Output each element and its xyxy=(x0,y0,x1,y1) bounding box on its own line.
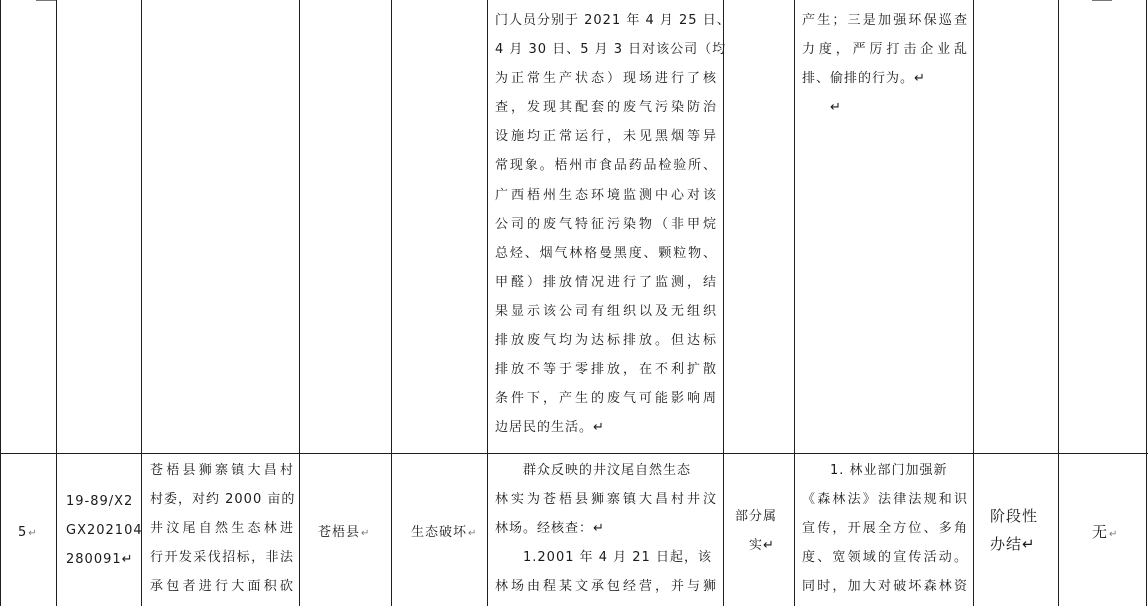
col-border-6 xyxy=(723,0,724,606)
row5-description-cell xyxy=(495,456,717,601)
text-line: 部分属 xyxy=(735,509,778,524)
cell-end-mark: ↵ xyxy=(1109,529,1119,540)
text-line: 苍梧县狮寨镇大昌村 xyxy=(150,463,294,478)
text-line: 村委，对约 2000 亩的 xyxy=(150,492,296,508)
text-line: 群众反映的井汶尾自然生态 xyxy=(523,463,692,478)
row5-accountability-cell xyxy=(1092,518,1118,549)
text-line: 排、偷排的行为。↵ xyxy=(802,71,926,87)
row-border xyxy=(0,453,1148,454)
text-line: 查，发现其配套的废气污染防治 xyxy=(495,100,717,116)
text-line: ↵ xyxy=(830,100,842,116)
text-line: 井汶尾自然生态林进 xyxy=(150,521,294,537)
row5-category-cell xyxy=(411,518,477,548)
text-line: 排放不等于零排放，在不利扩散 xyxy=(495,362,717,378)
text-line: 甲醛）排放情况进行了监测，结 xyxy=(495,274,717,290)
text-line: 19-89/X2 xyxy=(66,494,134,509)
text-line: 实↵ xyxy=(749,538,775,554)
page-corner-right xyxy=(1092,0,1112,2)
text-line: 常现象。梧州市食品药品检验所、 xyxy=(495,158,717,174)
text-line: 为正常生产状态）现场进行了核 xyxy=(495,71,717,87)
cell-end-mark: ↵ xyxy=(361,528,371,539)
text-line: 宣传，开展全方位、多角 xyxy=(802,521,968,537)
row5-seq-cell xyxy=(18,518,38,548)
col-border-10 xyxy=(1146,0,1147,606)
text-line: 林场。经核查：↵ xyxy=(495,521,605,537)
text-line: 1. 林业部门加强新 xyxy=(830,463,948,478)
text-line: 广西梧州生态环境监测中心对该 xyxy=(495,187,717,203)
row5-county-cell xyxy=(318,518,370,548)
upper-description-cell xyxy=(495,6,731,442)
col-border-8 xyxy=(973,0,974,606)
text-line: 力度，严厉打击企业乱 xyxy=(802,42,968,58)
text-line: 设施均正常运行，未见黑烟等异 xyxy=(495,129,717,145)
col-border-9 xyxy=(1058,0,1059,606)
county-name: 苍梧县 xyxy=(318,525,361,540)
row5-rectification-cell xyxy=(802,456,968,601)
text-line: 承包者进行大面积砍 xyxy=(150,579,294,595)
col-border-7 xyxy=(794,0,795,606)
text-line: 林场由程某文承包经营，并与狮 xyxy=(495,579,717,595)
col-border-4 xyxy=(391,0,392,606)
col-border-0 xyxy=(0,0,1,606)
text-line: GX202104 xyxy=(66,523,143,539)
text-line: 条件下，产生的废气可能影响周 xyxy=(495,391,717,407)
text-line: 林实为苍梧县狮寨镇大昌村井汶 xyxy=(495,492,717,508)
text-line: 度、宽领域的宣传活动。 xyxy=(802,550,968,566)
text-line: 《森林法》法律法规和识 xyxy=(802,492,968,508)
text-line: 总烃、烟气林格曼黑度、颗粒物、 xyxy=(495,245,717,261)
text-line: 行开发采伐招标，非法 xyxy=(150,550,294,566)
text-line: 同时，加大对破坏森林资 xyxy=(802,579,968,595)
text-line: 果显示该公司有组织以及无组织 xyxy=(495,303,717,319)
col-border-5 xyxy=(487,0,488,606)
page-corner-left xyxy=(36,0,56,2)
text-line: 1.2001 年 4 月 21 日起，该 xyxy=(523,550,712,566)
text-line: 边居民的生活。↵ xyxy=(495,420,605,436)
col-border-2 xyxy=(141,0,142,606)
text-line: 产生；三是加强环保巡查 xyxy=(802,13,968,28)
text-line: 排放废气均为达标排放。但达标 xyxy=(495,333,717,349)
text-line: 280091↵ xyxy=(66,552,134,568)
pollution-category: 生态破坏 xyxy=(411,525,468,540)
text-line: 办结↵ xyxy=(990,535,1036,553)
col-border-3 xyxy=(299,0,300,606)
seq-number: 5 xyxy=(18,525,28,540)
row5-status-cell xyxy=(990,502,1056,558)
text-line: 4 月 30 日、5 月 3 日对该公司（均 xyxy=(495,42,727,58)
upper-rectification-cell xyxy=(802,6,968,122)
accountability-value: 无 xyxy=(1092,523,1109,541)
row5-complaint-cell xyxy=(150,456,294,601)
text-line: 门人员分别于 2021 年 4 月 25 日、 xyxy=(495,13,731,28)
row5-verdict-cell xyxy=(735,502,791,560)
row5-code-cell xyxy=(66,487,143,574)
cell-end-mark: ↵ xyxy=(28,528,38,539)
text-line: 阶段性 xyxy=(990,507,1039,525)
cell-end-mark: ↵ xyxy=(468,528,478,539)
col-border-1 xyxy=(56,0,57,606)
text-line: 公司的废气特征污染物（非甲烷 xyxy=(495,216,717,232)
